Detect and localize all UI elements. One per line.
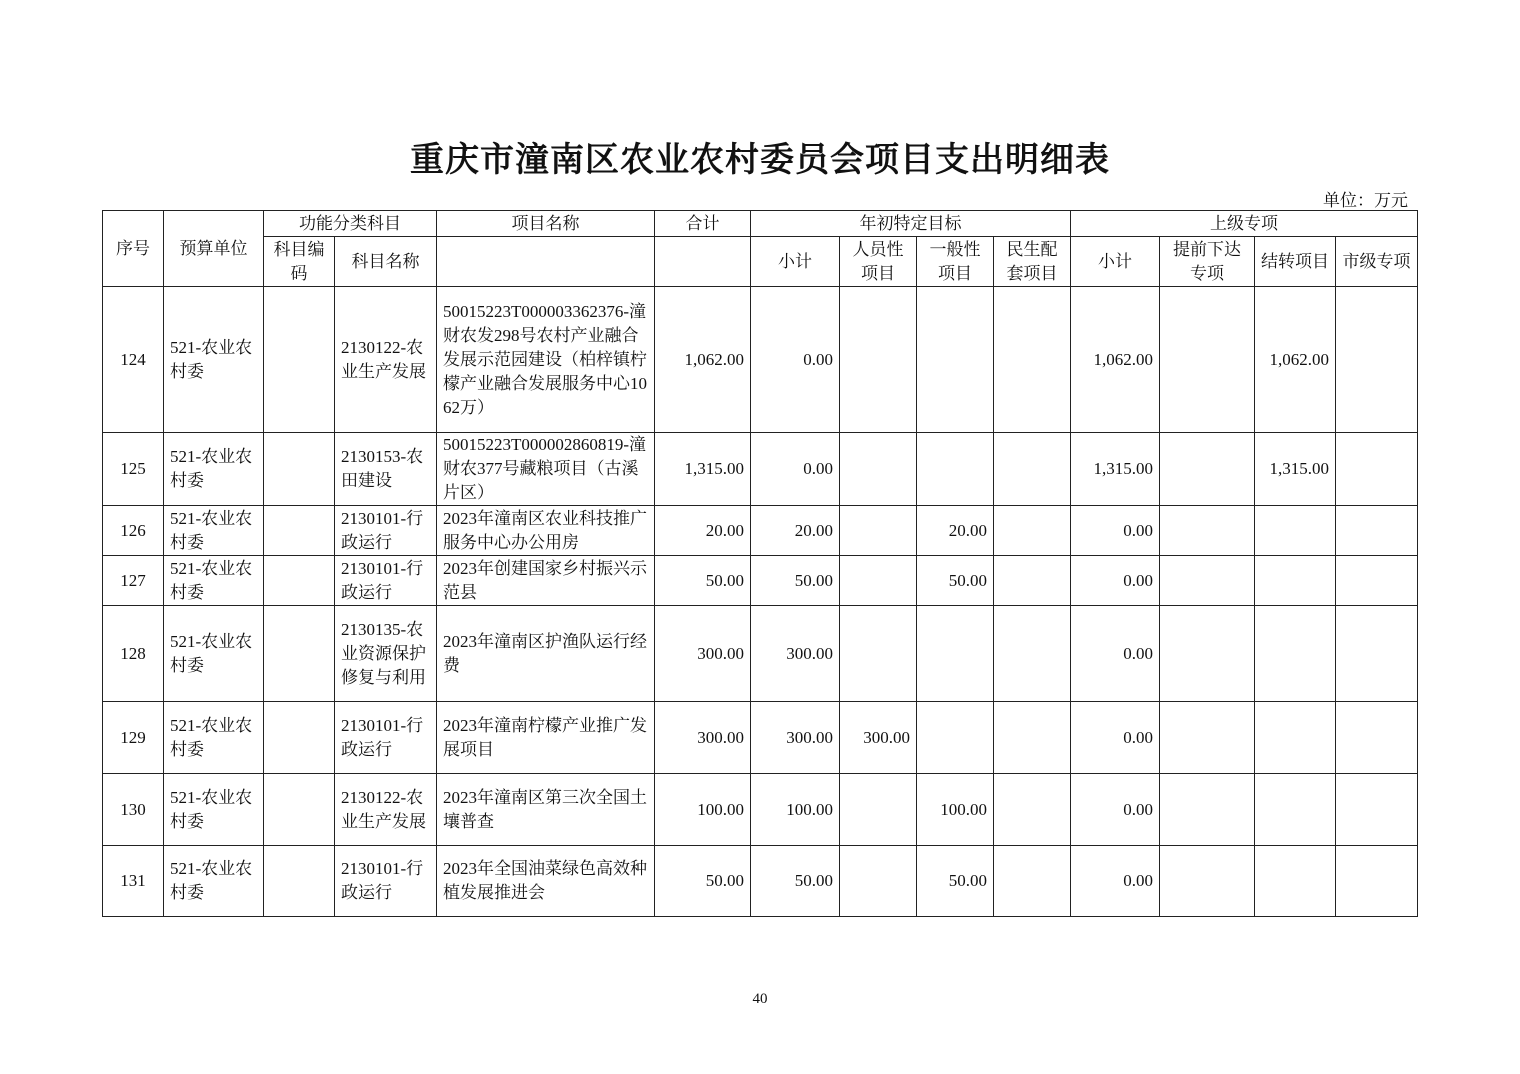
expenditure-table bbox=[102, 210, 1418, 917]
cell-code bbox=[264, 702, 335, 774]
cell-seq: 129 bbox=[103, 702, 164, 774]
cell-target-subtotal: 300.00 bbox=[751, 606, 840, 702]
cell-total: 20.00 bbox=[655, 506, 751, 556]
cell-upper-city bbox=[1336, 606, 1418, 702]
cell-code bbox=[264, 433, 335, 506]
cell-upper-advance bbox=[1160, 556, 1255, 606]
cell-project: 2023年潼南区第三次全国土壤普查 bbox=[437, 774, 655, 846]
cell-code bbox=[264, 606, 335, 702]
cell-total: 50.00 bbox=[655, 846, 751, 917]
cell-upper-advance bbox=[1160, 774, 1255, 846]
table-row bbox=[103, 702, 1418, 774]
cell-seq: 127 bbox=[103, 556, 164, 606]
cell-subject: 2130101-行政运行 bbox=[335, 846, 437, 917]
cell-target-general bbox=[917, 702, 994, 774]
cell-upper-advance bbox=[1160, 702, 1255, 774]
table-row bbox=[103, 846, 1418, 917]
cell-target-general bbox=[917, 433, 994, 506]
cell-seq: 130 bbox=[103, 774, 164, 846]
cell-upper-carry bbox=[1255, 606, 1336, 702]
cell-target-personnel bbox=[840, 433, 917, 506]
cell-target-general bbox=[917, 287, 994, 433]
header-total-empty bbox=[655, 237, 751, 287]
cell-upper-city bbox=[1336, 846, 1418, 917]
header-upper-advance: 提前下达专项 bbox=[1160, 237, 1255, 287]
cell-code bbox=[264, 287, 335, 433]
cell-target-personnel bbox=[840, 287, 917, 433]
cell-code bbox=[264, 846, 335, 917]
cell-upper-carry bbox=[1255, 556, 1336, 606]
cell-upper-subtotal: 0.00 bbox=[1071, 606, 1160, 702]
cell-target-livelihood bbox=[994, 287, 1071, 433]
cell-subject: 2130135-农业资源保护修复与利用 bbox=[335, 606, 437, 702]
cell-project: 50015223T000002860819-潼财农377号藏粮项目（古溪片区） bbox=[437, 433, 655, 506]
cell-upper-carry: 1,062.00 bbox=[1255, 287, 1336, 433]
cell-target-subtotal: 100.00 bbox=[751, 774, 840, 846]
cell-upper-city bbox=[1336, 556, 1418, 606]
header-func-code: 科目编码 bbox=[264, 237, 335, 287]
cell-target-general bbox=[917, 606, 994, 702]
cell-subject: 2130101-行政运行 bbox=[335, 506, 437, 556]
cell-subject: 2130153-农田建设 bbox=[335, 433, 437, 506]
page-title: 重庆市潼南区农业农村委员会项目支出明细表 bbox=[410, 140, 1110, 180]
header-func-name: 科目名称 bbox=[335, 237, 437, 287]
cell-seq: 124 bbox=[103, 287, 164, 433]
cell-upper-advance bbox=[1160, 287, 1255, 433]
header-upper-carry: 结转项目 bbox=[1255, 237, 1336, 287]
header-seq: 序号 bbox=[103, 211, 164, 287]
header-target-personnel: 人员性项目 bbox=[840, 237, 917, 287]
cell-upper-subtotal: 0.00 bbox=[1071, 846, 1160, 917]
cell-total: 300.00 bbox=[655, 606, 751, 702]
cell-subject: 2130101-行政运行 bbox=[335, 702, 437, 774]
cell-upper-city bbox=[1336, 702, 1418, 774]
cell-project: 2023年创建国家乡村振兴示范县 bbox=[437, 556, 655, 606]
cell-upper-carry: 1,315.00 bbox=[1255, 433, 1336, 506]
cell-unit: 521-农业农村委 bbox=[164, 606, 264, 702]
cell-unit: 521-农业农村委 bbox=[164, 702, 264, 774]
table-row bbox=[103, 556, 1418, 606]
cell-total: 1,315.00 bbox=[655, 433, 751, 506]
cell-upper-carry bbox=[1255, 702, 1336, 774]
cell-upper-city bbox=[1336, 774, 1418, 846]
header-row-2 bbox=[103, 237, 1418, 287]
cell-target-subtotal: 0.00 bbox=[751, 433, 840, 506]
cell-target-personnel: 300.00 bbox=[840, 702, 917, 774]
table-row bbox=[103, 433, 1418, 506]
cell-seq: 128 bbox=[103, 606, 164, 702]
cell-seq: 126 bbox=[103, 506, 164, 556]
cell-target-personnel bbox=[840, 774, 917, 846]
cell-target-subtotal: 20.00 bbox=[751, 506, 840, 556]
cell-target-subtotal: 300.00 bbox=[751, 702, 840, 774]
table-row bbox=[103, 774, 1418, 846]
header-target-subtotal: 小计 bbox=[751, 237, 840, 287]
header-project: 项目名称 bbox=[437, 211, 655, 237]
header-target-group: 年初特定目标 bbox=[751, 211, 1071, 237]
cell-project: 2023年潼南区护渔队运行经费 bbox=[437, 606, 655, 702]
cell-unit: 521-农业农村委 bbox=[164, 846, 264, 917]
cell-target-livelihood bbox=[994, 556, 1071, 606]
cell-upper-city bbox=[1336, 287, 1418, 433]
cell-target-subtotal: 50.00 bbox=[751, 556, 840, 606]
cell-upper-advance bbox=[1160, 433, 1255, 506]
cell-target-general: 50.00 bbox=[917, 556, 994, 606]
cell-unit: 521-农业农村委 bbox=[164, 774, 264, 846]
cell-unit: 521-农业农村委 bbox=[164, 287, 264, 433]
cell-upper-subtotal: 0.00 bbox=[1071, 774, 1160, 846]
cell-upper-subtotal: 0.00 bbox=[1071, 556, 1160, 606]
cell-target-personnel bbox=[840, 846, 917, 917]
table-row bbox=[103, 506, 1418, 556]
header-target-livelihood: 民生配套项目 bbox=[994, 237, 1071, 287]
header-func-group: 功能分类科目 bbox=[264, 211, 437, 237]
header-target-general: 一般性项目 bbox=[917, 237, 994, 287]
cell-upper-advance bbox=[1160, 606, 1255, 702]
cell-unit: 521-农业农村委 bbox=[164, 506, 264, 556]
cell-upper-city bbox=[1336, 506, 1418, 556]
cell-target-livelihood bbox=[994, 606, 1071, 702]
cell-code bbox=[264, 556, 335, 606]
header-upper-subtotal: 小计 bbox=[1071, 237, 1160, 287]
cell-total: 1,062.00 bbox=[655, 287, 751, 433]
header-upper-city: 市级专项 bbox=[1336, 237, 1418, 287]
cell-target-livelihood bbox=[994, 506, 1071, 556]
table-row bbox=[103, 606, 1418, 702]
cell-upper-subtotal: 0.00 bbox=[1071, 506, 1160, 556]
header-unit: 预算单位 bbox=[164, 211, 264, 287]
cell-total: 300.00 bbox=[655, 702, 751, 774]
header-project-empty bbox=[437, 237, 655, 287]
header-row-1 bbox=[103, 211, 1418, 237]
cell-upper-carry bbox=[1255, 506, 1336, 556]
cell-target-personnel bbox=[840, 556, 917, 606]
cell-subject: 2130122-农业生产发展 bbox=[335, 287, 437, 433]
header-total: 合计 bbox=[655, 211, 751, 237]
header-upper-group: 上级专项 bbox=[1071, 211, 1418, 237]
page-number: 40 bbox=[752, 991, 768, 1007]
cell-target-personnel bbox=[840, 506, 917, 556]
cell-upper-carry bbox=[1255, 846, 1336, 917]
cell-upper-subtotal: 1,315.00 bbox=[1071, 433, 1160, 506]
cell-target-livelihood bbox=[994, 774, 1071, 846]
cell-target-subtotal: 0.00 bbox=[751, 287, 840, 433]
cell-upper-city bbox=[1336, 433, 1418, 506]
cell-code bbox=[264, 506, 335, 556]
cell-project: 2023年潼南柠檬产业推广发展项目 bbox=[437, 702, 655, 774]
cell-target-general: 100.00 bbox=[917, 774, 994, 846]
unit-label: 单位：万元 bbox=[1323, 191, 1408, 210]
cell-seq: 131 bbox=[103, 846, 164, 917]
cell-total: 50.00 bbox=[655, 556, 751, 606]
cell-code bbox=[264, 774, 335, 846]
cell-unit: 521-农业农村委 bbox=[164, 433, 264, 506]
cell-target-livelihood bbox=[994, 846, 1071, 917]
cell-upper-subtotal: 0.00 bbox=[1071, 702, 1160, 774]
cell-target-subtotal: 50.00 bbox=[751, 846, 840, 917]
cell-seq: 125 bbox=[103, 433, 164, 506]
cell-unit: 521-农业农村委 bbox=[164, 556, 264, 606]
cell-target-general: 50.00 bbox=[917, 846, 994, 917]
cell-project: 50015223T000003362376-潼财农发298号农村产业融合发展示范园建设（柏梓镇柠檬产业融合发展服务中心1062万） bbox=[437, 287, 655, 433]
cell-target-personnel bbox=[840, 606, 917, 702]
cell-target-livelihood bbox=[994, 702, 1071, 774]
cell-upper-advance bbox=[1160, 506, 1255, 556]
cell-upper-advance bbox=[1160, 846, 1255, 917]
cell-subject: 2130122-农业生产发展 bbox=[335, 774, 437, 846]
cell-upper-subtotal: 1,062.00 bbox=[1071, 287, 1160, 433]
cell-upper-carry bbox=[1255, 774, 1336, 846]
cell-total: 100.00 bbox=[655, 774, 751, 846]
cell-project: 2023年潼南区农业科技推广服务中心办公用房 bbox=[437, 506, 655, 556]
cell-target-livelihood bbox=[994, 433, 1071, 506]
cell-project: 2023年全国油菜绿色高效种植发展推进会 bbox=[437, 846, 655, 917]
table-row bbox=[103, 287, 1418, 433]
cell-target-general: 20.00 bbox=[917, 506, 994, 556]
cell-subject: 2130101-行政运行 bbox=[335, 556, 437, 606]
